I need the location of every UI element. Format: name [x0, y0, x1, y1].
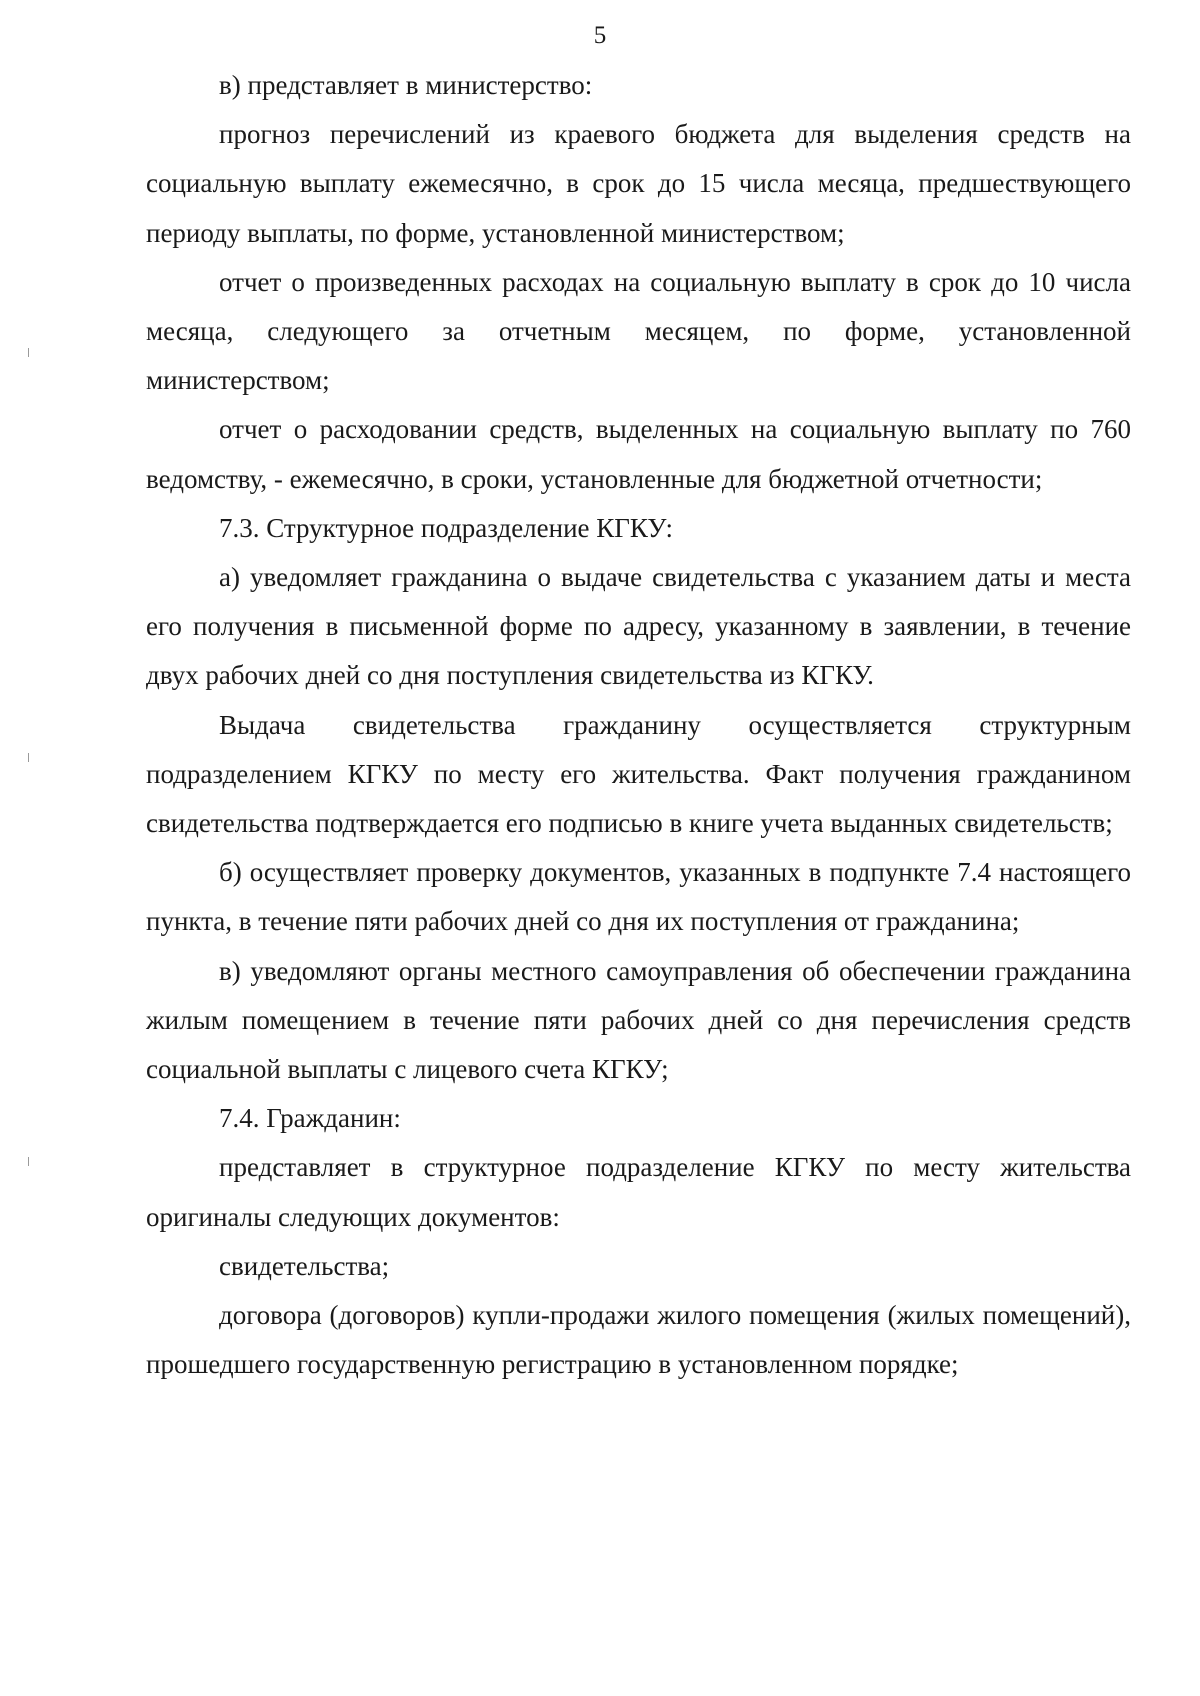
margin-mark: [28, 348, 29, 357]
paragraph: отчет о произведенных расходах на социальную выплату в срок до 10 числа месяца, следующего за отчетным месяцем, по форме, установленной министерством;: [146, 266, 1131, 396]
paragraph: представляет в структурное подразделение КГКУ по месту жительства оригиналы следующих документов:: [146, 1152, 1131, 1232]
paragraph: в) уведомляют органы местного самоуправления об обеспечении гражданина жилым помещением в течение пяти рабочих дней со дня перечисления средств социальной выплаты с лицевого счета КГКУ;: [146, 955, 1131, 1085]
paragraph: Выдача свидетельства гражданину осуществляется структурным подразделением КГКУ по месту его жительства. Факт получения гражданином свидетельства подтверждается его подписью в книге учета выданных свидетельств;: [146, 709, 1131, 839]
paragraph: а) уведомляет гражданина о выдаче свидетельства с указанием даты и места его получения в письменной форме по адресу, указанному в заявлении, в течение двух рабочих дней со дня поступления свидетельства из КГКУ.: [146, 562, 1131, 691]
section-heading: 7.4. Гражданин:: [219, 1103, 401, 1134]
section-heading: 7.3. Структурное подразделение КГКУ:: [219, 512, 673, 543]
margin-mark: [28, 1157, 29, 1166]
paragraph: в) представляет в министерство:: [219, 70, 593, 100]
paragraph: б) осуществляет проверку документов, указанных в подпункте 7.4 настоящего пункта, в течение пяти рабочих дней со дня их поступления от гражданина;: [146, 857, 1131, 937]
page-number: 5: [593, 22, 607, 49]
paragraph: свидетельства;: [219, 1250, 390, 1281]
paragraph: прогноз перечислений из краевого бюджета для выделения средств на социальную выплату ежемесячно, в срок до 15 числа месяца, предшествующего периоду выплаты, по форме, установленной министерством;: [146, 119, 1131, 248]
body-text: [146, 61, 1131, 1389]
margin-mark: [28, 753, 29, 762]
paragraph: договора (договоров) купли-продажи жилого помещения (жилых помещений), прошедшего государственную регистрацию в установленном порядке;: [146, 1300, 1131, 1380]
paragraph: отчет о расходовании средств, выделенных на социальную выплату по 760 ведомству, - ежемесячно, в сроки, установленные для бюджетной отчетности;: [146, 414, 1131, 494]
